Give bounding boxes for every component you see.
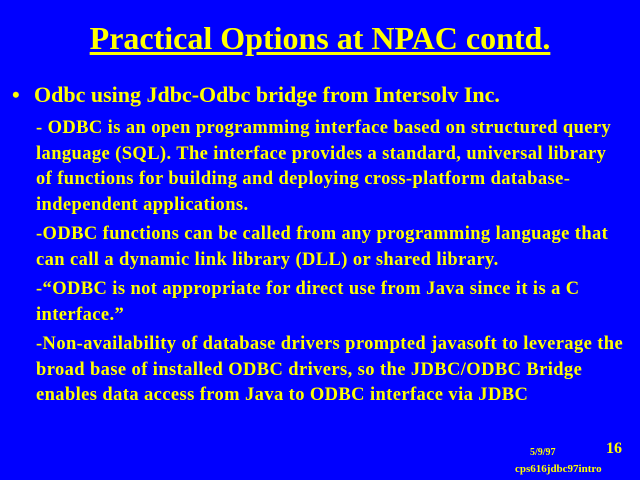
paragraph-odbc-definition: - ODBC is an open programming interface based on structured query language (SQL). The interface provides a standard, universal library of functions for building and deploying cross-platform database-independent applications.: [36, 118, 612, 215]
paragraph-odbc-java-quote: -“ODBC is not appropriate for direct use from Java since it is a C interface.”: [36, 279, 580, 325]
bullet-marker: •: [12, 82, 20, 107]
footer-id: cps616jdbc97intro: [515, 463, 602, 475]
footer-date: 5/9/97: [530, 447, 556, 458]
paragraph-bridge: -Non-availability of database drivers prompted javasoft to leverage the broad base of installed ODBC drivers, so the JDBC/ODBC Bridge enables data access from Java to ODBC interface via JDBC: [36, 334, 624, 405]
slide-title: Practical Options at NPAC contd.: [89, 20, 551, 56]
paragraph-odbc-functions: -ODBC functions can be called from any programming language that can call a dynamic link library (DLL) or shared library.: [36, 224, 609, 270]
bullet-item: [12, 82, 500, 107]
page-number: 16: [606, 440, 622, 457]
bullet-text: Odbc using Jdbc-Odbc bridge from Intersolv Inc.: [34, 82, 500, 107]
slide-body: [36, 116, 626, 409]
